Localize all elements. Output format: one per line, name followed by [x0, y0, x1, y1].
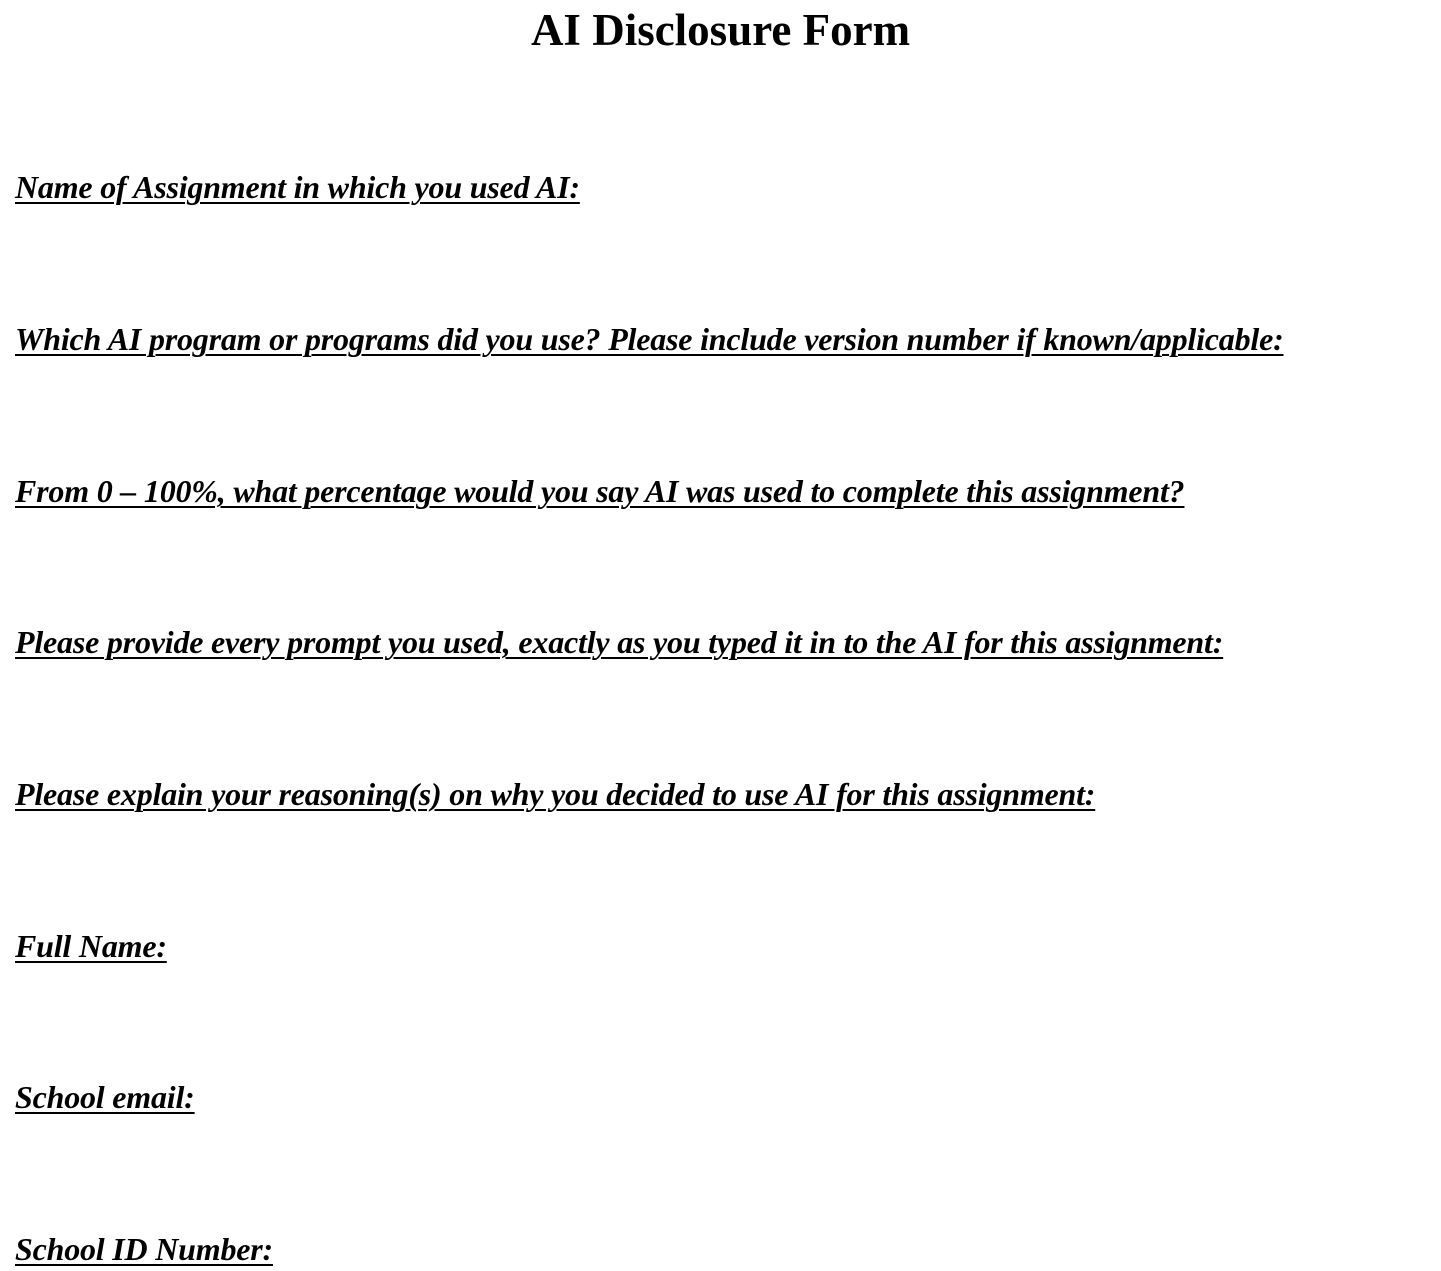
field-school-email	[15, 1077, 195, 1117]
field-school-id	[15, 1229, 273, 1269]
field-label: School ID Number:	[15, 1231, 273, 1267]
field-label: Full Name:	[15, 928, 167, 964]
field-label: Please provide every prompt you used, exactly as you typed it in to the AI for this assignment:	[15, 624, 1224, 660]
field-label: Which AI program or programs did you use? Please include version number if known/applicable:	[15, 321, 1284, 357]
field-ai-programs	[15, 319, 1284, 359]
field-full-name	[15, 926, 167, 966]
field-label: School email:	[15, 1079, 195, 1115]
field-reasoning	[15, 774, 1095, 814]
field-label: Name of Assignment in which you used AI:	[15, 169, 580, 205]
page-title: AI Disclosure Form	[530, 5, 911, 55]
field-ai-percentage	[15, 471, 1184, 511]
field-label: From 0 – 100%, what percentage would you say AI was used to complete this assignment?	[15, 473, 1185, 509]
field-prompts	[15, 622, 1223, 662]
field-assignment-name	[15, 167, 580, 207]
field-label: Please explain your reasoning(s) on why you decided to use AI for this assignment:	[15, 776, 1096, 812]
